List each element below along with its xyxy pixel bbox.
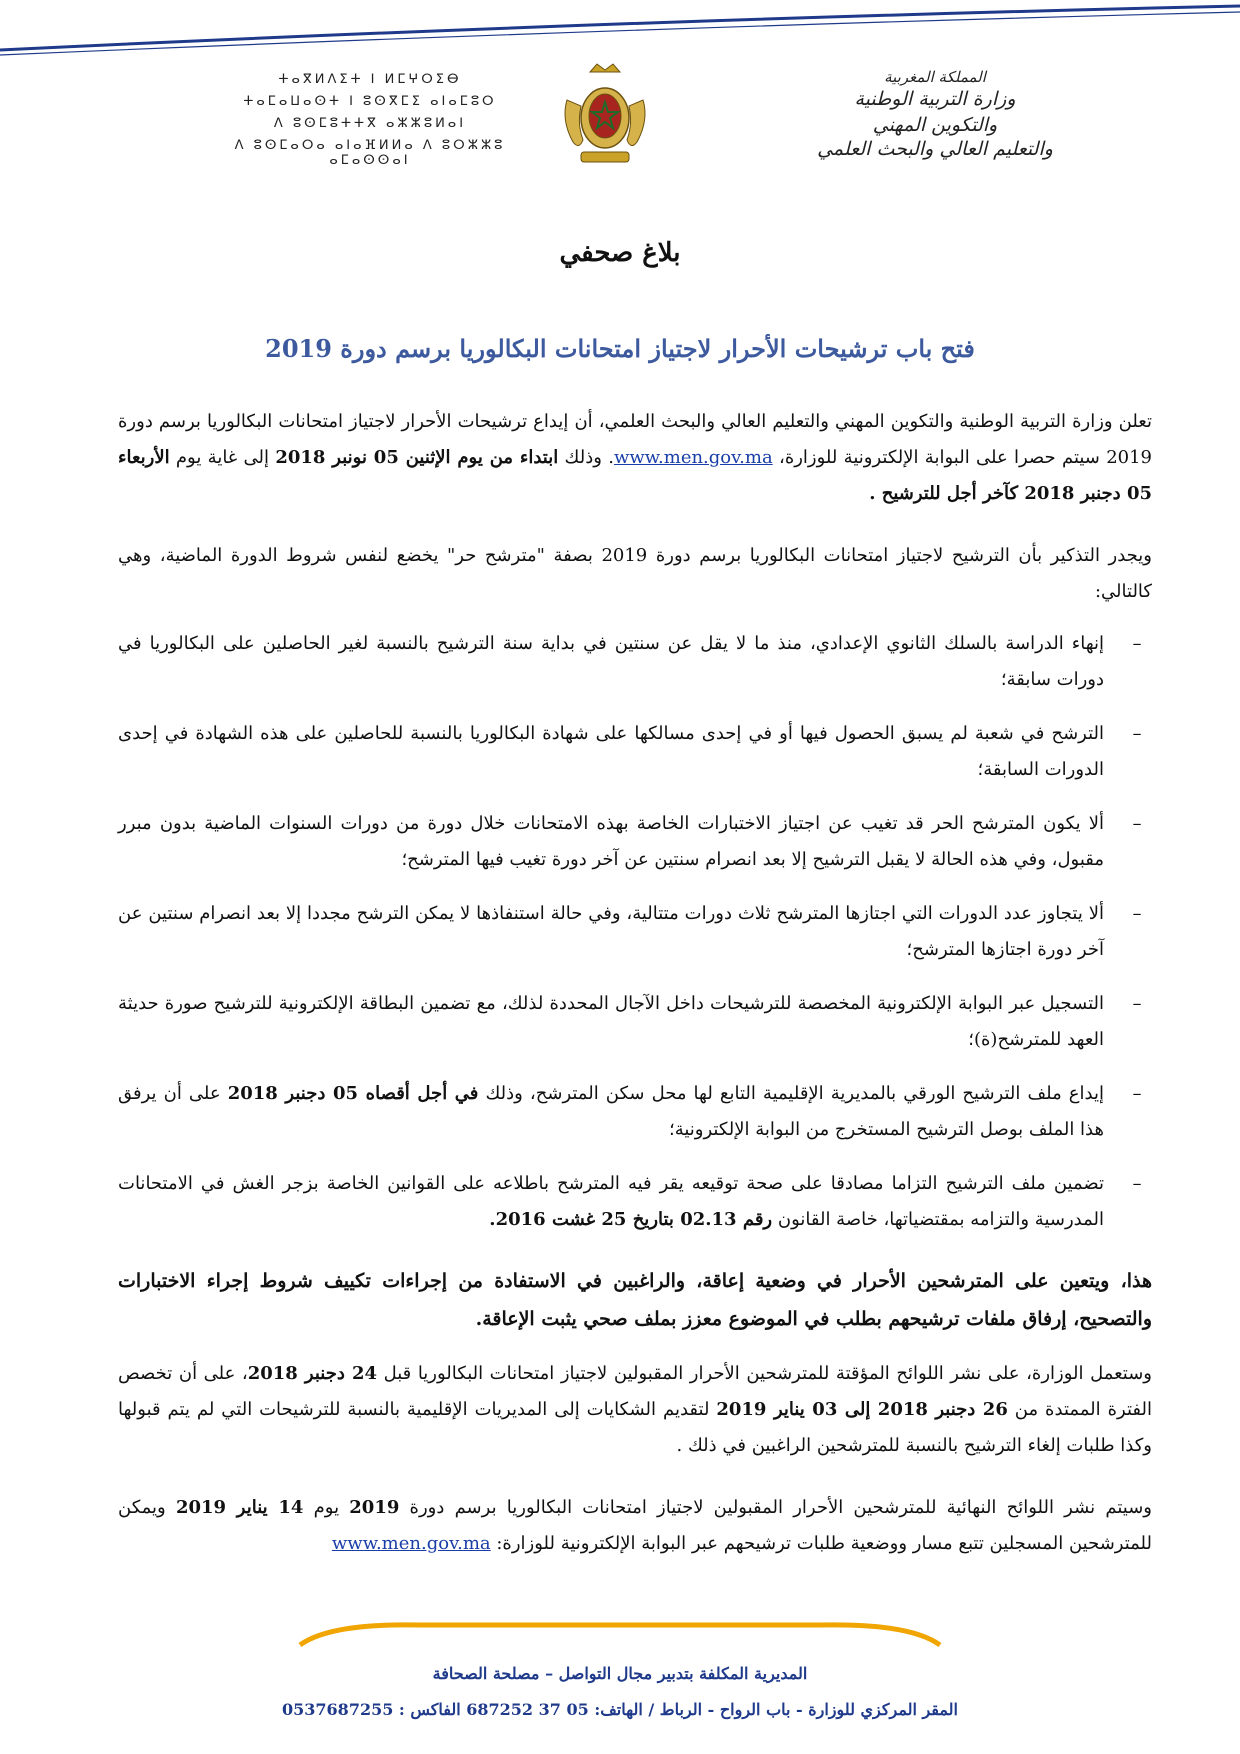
ministry-portal-link[interactable]: www.men.gov.ma (331, 1533, 491, 1554)
bullet-dash: – (1132, 993, 1142, 1014)
press-release-subtitle: فتح باب ترشيحات الأحرار لاجتياز امتحانات البكالوريا برسم دورة 2019 (265, 334, 975, 363)
condition-item: – ألا يتجاوز عدد الدورات التي اجتازها المترشح ثلاث دورات متتالية، وفي حالة استنفاذها لا يمكن الترشح مجددا إلا بعد انصرام سنتين عن آخر دورة اجتازها المترشح؛ (118, 896, 1152, 968)
ministry-name-line-1: وزارة التربية الوطنية (854, 88, 1016, 110)
condition-item: – إنهاء الدراسة بالسلك الثانوي الإعدادي، منذ ما لا يقل عن سنتين في بداية سنة الترشيح بالنسبة لغير الحاصلين على البكالوريا في دورات سابقة؛ (118, 626, 1152, 698)
condition-item: – الترشح في شعبة لم يسبق الحصول فيها أو في إحدى مسالكها على شهادة البكالوريا بالنسبة للحاصلين على هذه الشهادة في إحدى الدورات السابقة؛ (118, 716, 1152, 788)
paragraph-disability-accommodations: هذا، ويتعين على المترشحين الأحرار في وضعية إعاقة، والراغبين في الاستفادة من إجراءات تكييف شروط إجراء الاختبارات والتصحيح، إرفاق ملفات ترشيحهم بطلب في الموضوع معزز بملف صحي يثبت الإعاقة. (118, 1270, 1152, 1330)
coat-of-arms-emblem (555, 60, 655, 170)
bullet-dash: – (1132, 813, 1142, 834)
bullet-dash: – (1132, 723, 1142, 744)
footer-address: المقر المركزي للوزارة - باب الرواح - الرباط / الهاتف: 05 37 687252 الفاكس : 0537687255 (282, 1700, 958, 1719)
condition-item: – التسجيل عبر البوابة الإلكترونية المخصصة للترشيحات داخل الآجال المحددة لذلك، مع تضمين البطاقة الإلكترونية للترشيح صورة حديثة العهد للمترشح(ة)؛ (118, 986, 1152, 1058)
footer-department: المديرية المكلفة بتدبير مجال التواصل – مصلحة الصحافة (432, 1664, 808, 1683)
condition-item: – ألا يكون المترشح الحر قد تغيب عن اجتياز الاختبارات الخاصة بهذه الامتحانات خلال دورة من دورات السنوات الماضية بدون مبرر مقبول، وفي هذه الحالة لا يقبل الترشيح إلا بعد انصرام سنتين عن آخر دورة تغيب فيها المترشح؛ (118, 806, 1152, 878)
tifinagh-header-line-3: ⴷ ⵓⵙⵎⵓⵜⵜⴳ ⴰⵣⵣⵓⵍⴰⵏ (273, 116, 467, 131)
tifinagh-header-line-2: ⵜⴰⵎⴰⵡⴰⵙⵜ ⵏ ⵓⵙⴳⵎⵉ ⴰⵏⴰⵎⵓⵔ (243, 94, 497, 109)
bullet-dash: – (1132, 1083, 1142, 1104)
footer-rule (0, 1615, 1240, 1655)
tifinagh-header-line-1: ⵜⴰⴳⵍⴷⵉⵜ ⵏ ⵍⵎⵖⵔⵉⴱ (278, 72, 462, 87)
ministry-name-line-3: والتعليم العالي والبحث العلمي (817, 138, 1053, 160)
press-release-title: بلاغ صحفي (559, 238, 681, 268)
condition-item: – تضمين ملف الترشيح التزاما مصادقا على صحة توقيعه يقر فيه المترشح باطلاعه على القوانين الخاصة بزجر الغش في الامتحانات المدرسية والتزامه بمقتضياتها، خاصة القانون رقم 02.13 بتاريخ 25 غشت 2016. (118, 1166, 1152, 1238)
ministry-name-line-2: والتكوين المهني (872, 114, 998, 136)
bullet-dash: – (1132, 1173, 1142, 1194)
tifinagh-header-line-4: ⴷ ⵓⵙⵎⴰⵔⴰ ⴰⵏⴰⴼⵍⵍⴰ ⴷ ⵓⵔⵣⵣⵓ ⴰⵎⴰⵙⵙⴰⵏ (234, 138, 506, 168)
ministry-portal-link[interactable]: www.men.gov.ma (613, 447, 773, 468)
kingdom-name: المملكة المغربية (884, 68, 986, 86)
paragraph-provisional-lists: وستعمل الوزارة، على نشر اللوائح المؤقتة للمترشحين الأحرار المقبولين لاجتياز امتحانات البكالوريا قبل 24 دجنبر 2018، على أن تخصص الفترة الممتدة من 26 دجنبر 2018 إلى 03 يناير 2019 لتقديم الشكايات إلى المديريات الإقليمية بالنسبة للترشيحات التي لم يتم قبولها وكذا طلبات إلغاء الترشيح بالنسبة للمترشحين الراغبين في ذلك . (118, 1363, 1152, 1456)
paragraph-final-lists: وسيتم نشر اللوائح النهائية للمترشحين الأحرار المقبولين لاجتياز امتحانات البكالوريا برسم دورة 2019 يوم 14 يناير 2019 ويمكن للمترشحين المسجلين تتبع مسار ووضعية طلبات ترشيحهم عبر البوابة الإلكترونية للوزارة: www.men.gov.ma (118, 1497, 1152, 1554)
paragraph-announcement: تعلن وزارة التربية الوطنية والتكوين المهني والتعليم العالي والبحث العلمي، أن إيداع ترشيحات الأحرار لاجتياز امتحانات البكالوريا برسم دورة 2019 سيتم حصرا على البوابة الإلكترونية للوزارة، www.men.gov.ma. وذلك ابتداء من يوم الإثنين 05 نونبر 2018 إلى غاية يوم الأربعاء 05 دجنبر 2018 كآخر أجل للترشيح . (118, 411, 1152, 504)
bullet-dash: – (1132, 633, 1142, 654)
bullet-dash: – (1132, 903, 1142, 924)
header-top-rule (0, 0, 1240, 60)
paragraph-reminder: ويجدر التذكير بأن الترشيح لاجتياز امتحانات البكالوريا برسم دورة 2019 بصفة "مترشح حر" يخضع لنفس شروط الدورة الماضية، وهي كالتالي: (118, 545, 1152, 602)
condition-item: – إيداع ملف الترشيح الورقي بالمديرية الإقليمية التابع لها محل سكن المترشح، وذلك في أجل أقصاه 05 دجنبر 2018 على أن يرفق هذا الملف بوصل الترشيح المستخرج من البوابة الإلكترونية؛ (118, 1076, 1152, 1148)
